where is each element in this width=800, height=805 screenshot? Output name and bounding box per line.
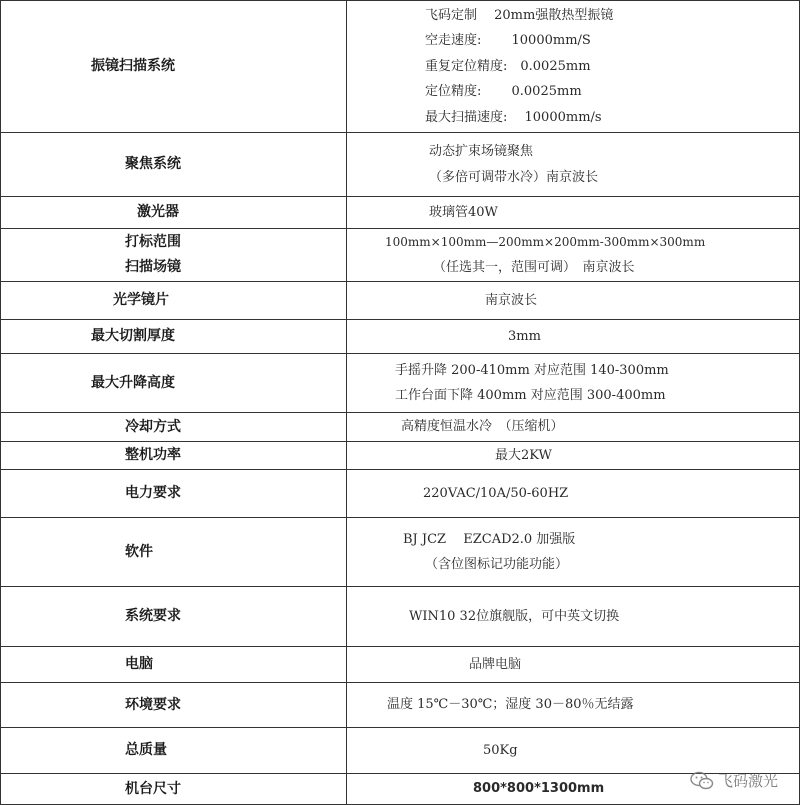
spec-value-line: 重复定位精度: 0.0025mm [425,58,591,74]
spec-row-dimensions [1,774,800,805]
spec-row-optics [1,282,800,320]
spec-row-lift-height [1,354,800,413]
spec-value-line: （任选其一，范围可调） 南京波长 [433,260,635,275]
spec-value-line: 100mm×100mm—200mm×200mm-300mm×300mm [385,234,706,249]
spec-value [347,587,800,647]
spec-value [347,683,800,728]
spec-value [347,354,800,413]
spec-value [347,647,800,683]
spec-label-text: 环境要求 [125,696,181,713]
spec-label-text: 机台尺寸 [125,780,181,797]
spec-value [347,1,800,133]
spec-value-line: WIN10 32位旗舰版，可中英文切换 [409,608,620,624]
spec-label-text: 扫描场镜 [125,259,181,275]
spec-label [1,354,347,413]
spec-row-weight [1,728,800,774]
spec-value-line: 最大扫描速度: 10000mm/s [425,109,602,125]
spec-value [347,320,800,354]
spec-value [347,413,800,442]
spec-label-text: 打标范围 [125,234,181,250]
spec-value-line: 50Kg [483,742,518,758]
spec-label-text: 光学镜片 [113,292,169,308]
spec-row-power [1,442,800,470]
spec-value-line: （含位图标记功能功能） [425,557,569,572]
spec-value-line: （多倍可调带水冷）南京波长 [429,169,599,185]
spec-label [1,683,347,728]
spec-label-text: 最大切割厚度 [91,328,175,344]
spec-row-focus [1,133,800,197]
spec-label-text: 最大升降高度 [91,374,175,391]
spec-value-line: 高精度恒温水冷 （压缩机） [401,419,564,435]
spec-label-text: 软件 [125,543,153,560]
spec-value-line: 800*800*1300mm [473,781,605,797]
spec-row-marking-range [1,229,800,282]
spec-row-environment [1,683,800,728]
spec-value [347,728,800,774]
spec-value-line: 3mm [508,328,541,344]
spec-value-line: 玻璃管40W [429,204,498,220]
spec-label-text: 激光器 [137,204,179,220]
spec-value-line: 220VAC/10A/50-60HZ [423,485,569,501]
spec-row-cut-thickness [1,320,800,354]
spec-value-line: 空走速度: 10000mm/S [425,33,591,49]
spec-row-cooling [1,413,800,442]
spec-value [347,133,800,197]
spec-label [1,774,347,805]
spec-label [1,470,347,518]
wechat-icon [690,771,714,791]
spec-label-text: 整机功率 [125,447,181,463]
spec-value [347,470,800,518]
spec-row-os [1,587,800,647]
spec-value-line: 手摇升降 200-410mm 对应范围 140-300mm [395,362,669,378]
spec-value-line: 飞码定制 20mm强散热型振镜 [425,7,614,23]
spec-value-line: 最大2KW [495,447,552,463]
spec-label [1,197,347,229]
spec-row-software [1,518,800,587]
spec-label-text: 振镜扫描系统 [91,58,175,74]
spec-label [1,647,347,683]
spec-label-text: 聚焦系统 [125,156,181,172]
spec-label [1,442,347,470]
spec-row-galvo [1,1,800,133]
spec-value [347,518,800,587]
spec-value-line: 品牌电脑 [469,656,522,672]
spec-label [1,413,347,442]
spec-row-electrical [1,470,800,518]
spec-row-laser [1,197,800,229]
watermark-text: 飞码激光 [717,772,778,790]
watermark [690,770,778,791]
spec-label [1,587,347,647]
spec-value [347,442,800,470]
spec-label [1,728,347,774]
spec-row-computer [1,647,800,683]
spec-value-line: 温度 15℃－30℃；湿度 30－80％无结露 [387,697,634,713]
spec-label-text: 冷却方式 [125,418,181,435]
spec-value-line: 定位精度: 0.0025mm [425,84,582,100]
spec-value-line: BJ JCZ EZCAD2.0 加强版 [403,531,576,547]
spec-value [347,282,800,320]
spec-value [347,229,800,282]
spec-label-text: 总质量 [125,742,167,758]
spec-label [1,229,347,282]
spec-label [1,320,347,354]
spec-label [1,282,347,320]
spec-label [1,133,347,197]
spec-label [1,1,347,133]
spec-value-line: 工作台面下降 400mm 对应范围 300-400mm [395,388,666,403]
spec-label-text: 系统要求 [125,608,181,624]
spec-label-text: 电力要求 [125,485,181,501]
spec-value-line: 动态扩束场镜聚焦 [429,144,534,159]
spec-label [1,518,347,587]
spec-value-line: 南京波长 [485,292,538,308]
spec-value [347,197,800,229]
spec-label-text: 电脑 [125,656,153,672]
